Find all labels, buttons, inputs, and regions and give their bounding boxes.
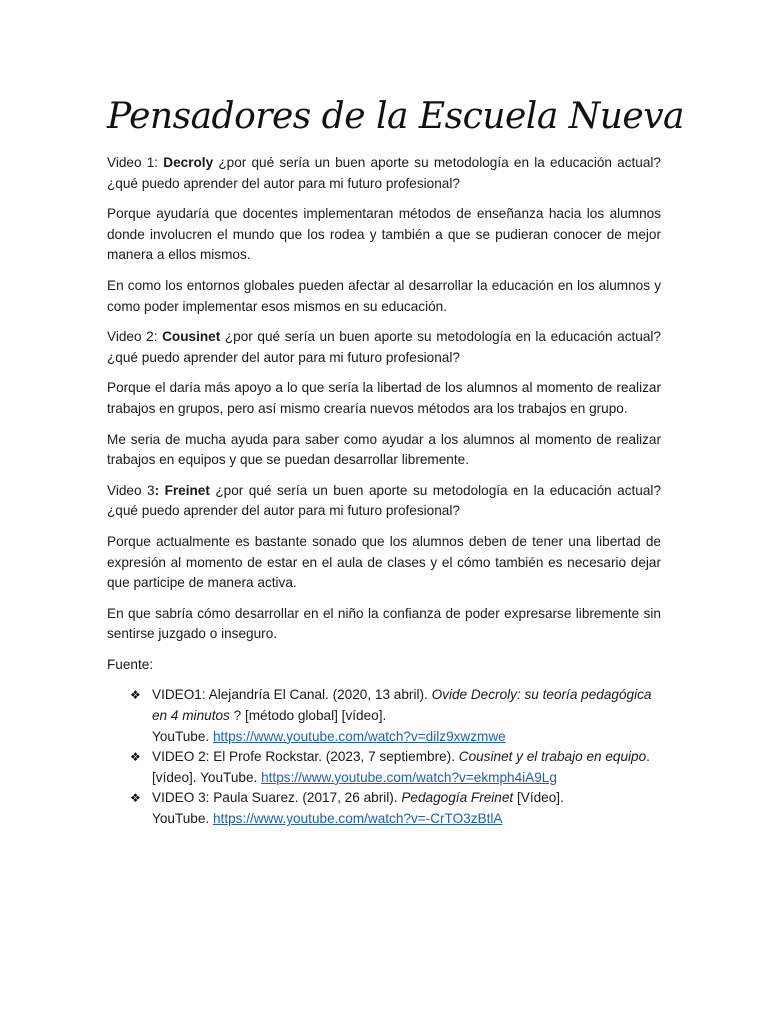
document-body [107, 153, 661, 830]
answer-paragraph: En que sabría cómo desarrollar en el niño la confianza de poder expresarse libremente sin sentirse juzgado o inseguro. [107, 605, 661, 642]
reference-link[interactable]: https://www.youtube.com/watch?v=ekmph4iA9Lg [261, 769, 557, 785]
author-name: : Freinet [154, 482, 210, 498]
reference-platform: YouTube. [152, 811, 213, 827]
answer-paragraph: Porque el daría más apoyo a lo que sería la libertad de los alumnos al momento de realizar trabajos en grupos, pero así mismo crearía nuevos métodos ara los trabajos en grupo. [107, 380, 661, 416]
question-text: ¿por qué sería un buen aporte su metodología en la educación actual? ¿qué puedo aprender del autor para mi futuro profesional? [107, 155, 661, 191]
sources-label: Fuente: [107, 656, 154, 672]
diamond-bullet-icon: ❖ [130, 791, 141, 806]
video-label: Video 1: [107, 155, 159, 170]
document-title: Pensadores de la Escuela Nueva [107, 96, 685, 137]
reference-item [130, 788, 661, 829]
question-video-1 [107, 153, 661, 194]
video-label: Video 3 [107, 482, 155, 498]
reference-list [107, 685, 661, 829]
reference-prefix: VIDEO 2: El Profe Rockstar. (2023, 7 septiembre). [152, 749, 459, 765]
reference-suffix: [Vídeo]. [513, 790, 564, 806]
diamond-bullet-icon: ❖ [130, 688, 141, 703]
reference-suffix: ? [método global] [vídeo]. [229, 708, 387, 724]
video-label: Video 2: [107, 329, 158, 345]
answer-paragraph: Porque actualmente es bastante sonado que los alumnos deben de tener una libertad de expresión al momento de estar en el aula de clases y el cómo también es necesario dejar que participe de manera activa. [107, 533, 661, 591]
reference-item [130, 747, 661, 788]
reference-platform: YouTube. [152, 728, 213, 744]
reference-prefix: VIDEO1: Alejandría El Canal. (2020, 13 abril). [152, 687, 432, 703]
question-video-3 [107, 481, 661, 522]
reference-link[interactable]: https://www.youtube.com/watch?v=dilz9xwzmwe [212, 728, 506, 744]
answer-paragraph: En como los entornos globales pueden afectar al desarrollar la educación en los alumnos y como poder implementar esos mismos en su educación. [107, 277, 661, 314]
reference-item [130, 685, 661, 747]
document-page [107, 0, 685, 830]
reference-suffix: . [vídeo]. YouTube. [152, 749, 650, 785]
author-name: Cousinet [162, 329, 221, 345]
reference-prefix: VIDEO 3: Paula Suarez. (2017, 26 abril). [152, 790, 402, 806]
reference-title: Pedagogía Freinet [401, 790, 514, 806]
diamond-bullet-icon: ❖ [130, 750, 141, 765]
question-video-2 [107, 327, 661, 368]
question-text: ¿por qué sería un buen aporte su metodología en la educación actual? ¿qué puedo aprender del autor para mi futuro profesional? [107, 482, 662, 519]
reference-title: Ovide Decroly: su teoría pedagógica en 4 minutos [152, 687, 652, 724]
answer-paragraph: Me seria de mucha ayuda para saber como ayudar a los alumnos al momento de realizar trabajos en equipos y que se puedan desarrollar libremente. [107, 431, 661, 468]
author-name: Decroly [163, 155, 214, 170]
answer-paragraph: Porque ayudaría que docentes implementaran métodos de enseñanza hacia los alumnos donde involucren el mundo que los rodea y también a que se pudieran conocer de mejor manera a ellos mismos. [107, 206, 661, 263]
question-text: ¿por qué sería un buen aporte su metodología en la educación actual? ¿qué puedo aprender del autor para mi futuro profesional? [107, 329, 661, 365]
reference-link[interactable]: https://www.youtube.com/watch?v=-CrTO3zBtlA [212, 811, 503, 827]
reference-title: Cousinet y el trabajo en equipo [458, 749, 647, 765]
